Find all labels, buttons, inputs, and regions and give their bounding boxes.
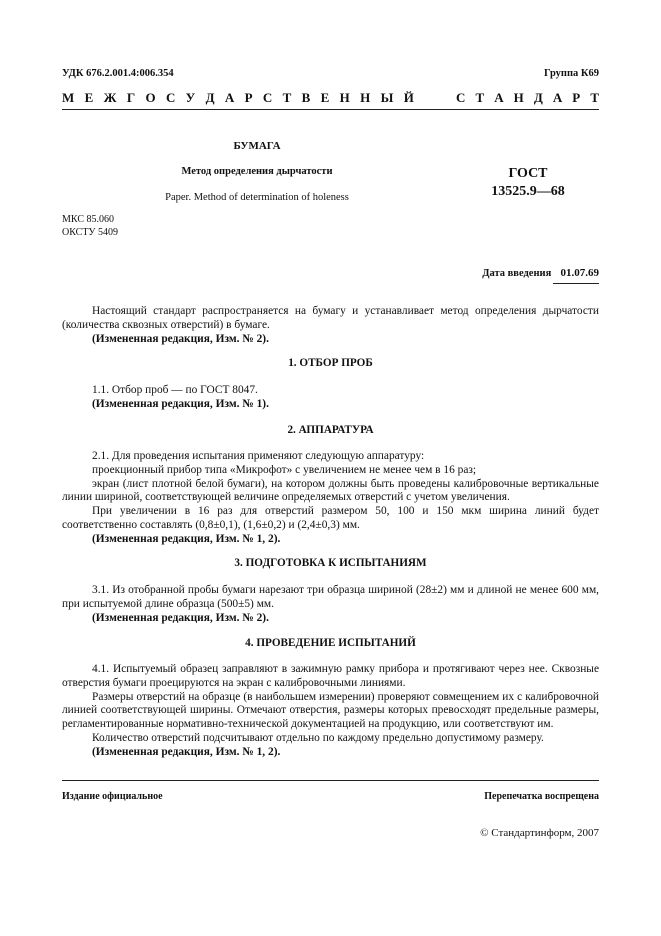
banner-letter: Д: [205, 90, 215, 105]
banner-letter: А: [552, 90, 563, 105]
section-4-para-1: 4.1. Испытуемый образец заправляют в зажимную рамку прибора и протягивают через нее. Сквозные отверстия бумаги проецируются на экран с калибровочными линиями.: [62, 663, 599, 689]
section-1-amendment-note: (Измененная редакция, Изм. № 1).: [92, 397, 269, 410]
banner-letter: Г: [126, 90, 136, 105]
header-rule: [62, 109, 599, 110]
standard-banner: [62, 90, 599, 106]
banner-letter: Р: [572, 90, 581, 105]
official-edition-label: Издание официальное: [62, 791, 163, 802]
banner-word-standard-letters: [456, 90, 599, 106]
section-2-para-3: экран (лист плотной белой бумаги), на котором должны быть проведены калибровочные вертикальные линии шириной, соответствующей величине определяемых отверстий с учетом увеличения.: [62, 477, 599, 504]
banner-letter: Д: [533, 90, 543, 105]
banner-letter: Й: [403, 90, 414, 105]
section-1-body: [62, 384, 599, 412]
mks-code: МКС 85.060: [62, 214, 114, 225]
banner-letter: А: [494, 90, 504, 105]
banner-letter: Ж: [103, 90, 117, 105]
section-3-amendment-note: (Измененная редакция, Изм. № 2).: [92, 611, 269, 624]
banner-letter: Е: [84, 90, 94, 105]
section-3-para-1: 3.1. Из отобранной пробы бумаги нарезают три образца шириной (28±2) мм и длиной не менее 600 мм, при испытуемой длине образца (500±5) мм.: [62, 584, 599, 610]
section-2-amendment-note: (Измененная редакция, Изм. № 1, 2).: [92, 532, 281, 545]
intro-date-row: [482, 267, 599, 279]
banner-letter: Н: [360, 90, 371, 105]
section-4-body: [62, 663, 599, 760]
section-2-body: [62, 450, 599, 547]
section-3-heading: 3. ПОДГОТОВКА К ИСПЫТАНИЯМ: [234, 557, 427, 569]
banner-letter: С: [456, 90, 466, 105]
doc-subtitle: Метод определения дырчатости: [181, 166, 333, 177]
section-2-heading: 2. АППАРАТУРА: [287, 424, 374, 436]
doc-title: БУМАГА: [233, 140, 281, 152]
banner-letter: С: [165, 90, 176, 105]
section-2-para-1: 2.1. Для проведения испытания применяют следующую аппаратуру:: [92, 450, 425, 462]
banner-letter: Т: [590, 90, 599, 105]
section-2-para-4: При увеличении в 16 раз для отверстий размером 50, 100 и 150 мкм ширина линий будет соответственно составлять (0,8±0,1), (1,6±0,2) и (2,4±0,3) мм.: [62, 505, 599, 531]
section-1-heading: 1. ОТБОР ПРОБ: [288, 357, 373, 369]
intro-amendment-note: (Измененная редакция, Изм. № 2).: [92, 332, 269, 345]
banner-letter: Н: [513, 90, 524, 105]
banner-letter: В: [301, 90, 311, 105]
date-underline: [553, 283, 599, 284]
section-2-para-2: проекционный прибор типа «Микрофот» с увеличением не менее чем в 16 раз;: [92, 463, 477, 476]
banner-word-interstate-letters: [62, 90, 414, 106]
banner-letter: Т: [282, 90, 292, 105]
banner-letter: Р: [244, 90, 253, 105]
banner-letter: О: [145, 90, 156, 105]
section-4-para-3: Количество отверстий подсчитывают отдельно по каждому предельно допустимому размеру.: [92, 731, 544, 744]
section-4-para-2: Размеры отверстий на образце (в наибольшем измерении) проверяют совмещением их с калибровочной линией соответствующей ширины. Отмечают отверстия, размеры которых превосходят предельные размеры, регламентированные нормативно-технической документацией на продукцию, или соответствуют им.: [62, 690, 599, 731]
section-4-heading: 4. ПРОВЕДЕНИЕ ИСПЫТАНИЙ: [245, 637, 416, 649]
copyright-notice: © Стандартинформ, 2007: [480, 827, 599, 839]
section-1-para-1: 1.1. Отбор проб — по ГОСТ 8047.: [92, 384, 258, 396]
banner-letter: Н: [339, 90, 350, 105]
intro-date-value: 01.07.69: [560, 267, 599, 279]
group-code: Группа К69: [543, 68, 599, 79]
section-3-body: [62, 584, 599, 625]
banner-letter: Ы: [380, 90, 394, 105]
footer-rule: [62, 780, 599, 781]
reprint-prohibited-label: Перепечатка воспрещена: [484, 791, 599, 802]
banner-letter: С: [262, 90, 273, 105]
okstu-code: ОКСТУ 5409: [62, 227, 119, 238]
doc-english-title: Paper. Method of determination of holeness: [165, 192, 349, 203]
banner-letter: У: [185, 90, 196, 105]
udk-code: УДК 676.2.001.4:006.354: [62, 68, 174, 79]
banner-letter: А: [224, 90, 235, 105]
gost-number: 13525.9—68: [491, 184, 565, 199]
banner-letter: Е: [320, 90, 330, 105]
section-4-amendment-note: (Измененная редакция, Изм. № 1, 2).: [92, 745, 281, 758]
intro-text: Настоящий стандарт распространяется на бумагу и устанавливает метод определения дырчатости (количества сквозных отверстий) в бумаге.: [62, 305, 599, 331]
banner-letter: М: [62, 90, 75, 105]
intro-block: [62, 305, 599, 346]
intro-date-label: Дата введения: [482, 268, 552, 279]
gost-label: ГОСТ: [508, 166, 548, 181]
banner-letter: Т: [475, 90, 485, 105]
